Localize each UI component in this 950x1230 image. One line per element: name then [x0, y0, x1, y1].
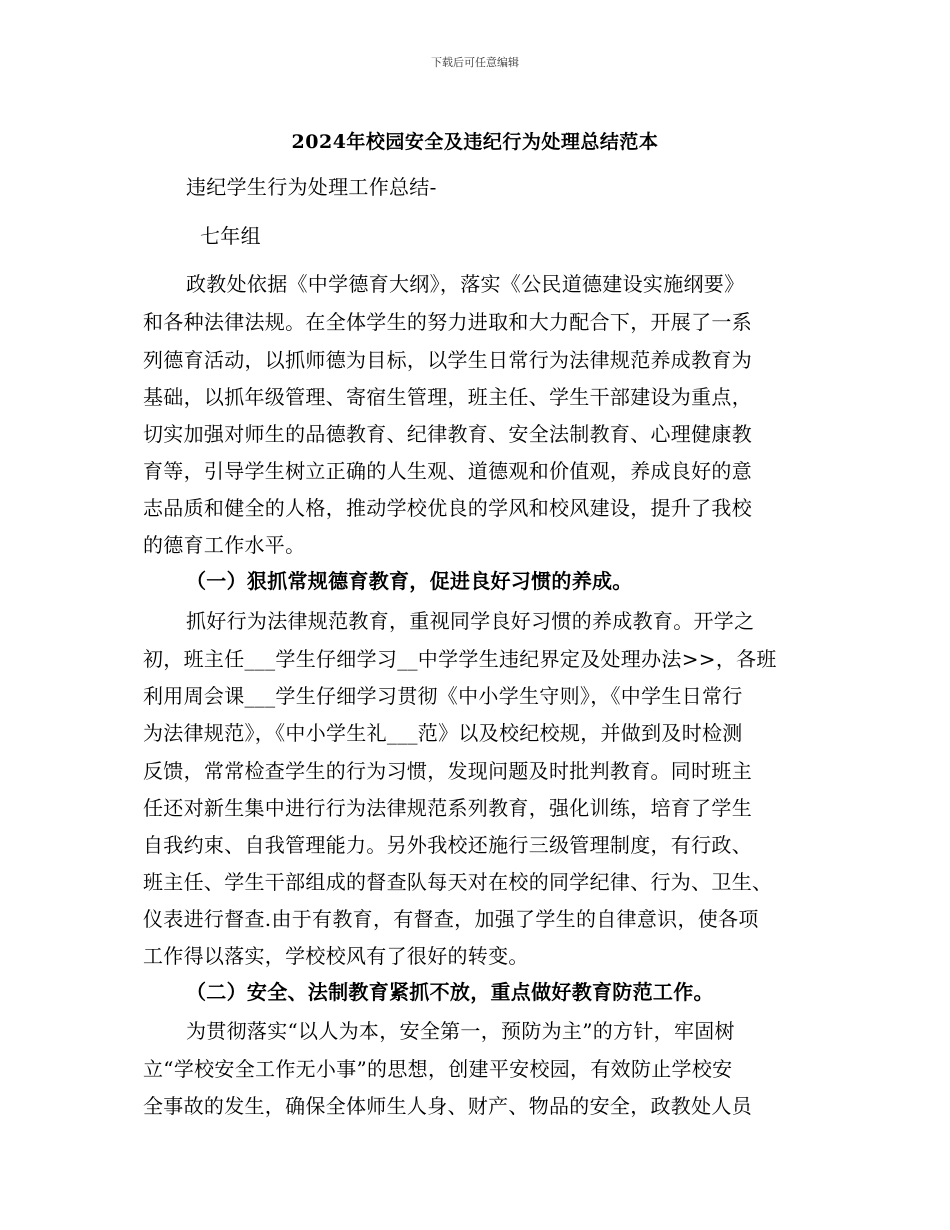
text-line: 的德育工作水平。 — [143, 533, 306, 557]
text-line: 利用周会课___学生仔细学习贯彻《中小学生守则》，《中学生日常行 — [143, 684, 743, 708]
text-line: 育等，引导学生树立正确的人生观、道德观和价值观，养成良好的意 — [143, 459, 752, 483]
text-line: 列德育活动，以抓师德为目标，以学生日常行为法律规范养成教育为 — [143, 348, 752, 372]
text-line: 为法律规范》，《中小学生礼___范》以及校纪校规，并做到及时检测 — [143, 721, 743, 745]
text-line: 工作得以落实，学校校风有了很好的转变。 — [143, 944, 529, 968]
text-line: 志品质和健全的人格，推动学校优良的学风和校风建设，提升了我校 — [143, 496, 752, 520]
section-heading-1: （一）狠抓常规德育教育，促进良好习惯的养成。 — [186, 569, 633, 593]
text-line: 初，班主任___学生仔细学习__中学学生违纪界定及处理办法>>，各班 — [143, 647, 777, 671]
text-line: 政教处依据《中学德育大纲》，落实《公民道德建设实施纲要》 — [186, 272, 745, 296]
text-line: 全事故的发生，确保全体师生人身、财产、物品的安全，政教处人员 — [143, 1094, 752, 1118]
text-line: 任还对新生集中进行行为法律规范系列教育，强化训练，培育了学生 — [143, 796, 752, 820]
text-line: 反馈，常常检查学生的行为习惯，发现问题及时批判教育。同时班主 — [143, 759, 752, 783]
subtitle: 违纪学生行为处理工作总结- — [186, 175, 437, 199]
section-heading-2: （二）安全、法制教育紧抓不放，重点做好教育防范工作。 — [186, 980, 714, 1004]
text-line: 班主任、学生干部组成的督查队每天对在校的同学纪律、行为、卫生、 — [143, 870, 773, 894]
text-line: 切实加强对师生的品德教育、纪律教育、安全法制教育、心理健康教 — [143, 422, 752, 446]
text-line: 抓好行为法律规范教育，重视同学良好习惯的养成教育。开学之 — [186, 609, 755, 633]
text-line: 为贯彻落实“以人为本，安全第一，预防为主”的方针，牢固树 — [186, 1019, 735, 1043]
text-line: 自我约束、自我管理能力。另外我校还施行三级管理制度，有行政、 — [143, 833, 752, 857]
text-line: 和各种法律法规。在全体学生的努力进取和大力配合下，开展了一系 — [143, 310, 752, 334]
text-line: 立“学校安全工作无小事”的思想，创建平安校园，有效防止学校安 — [143, 1057, 733, 1081]
text-line: 仪表进行督查.由于有教育，有督查，加强了学生的自律意识，使各项 — [143, 907, 759, 931]
text-line: 基础，以抓年级管理、寄宿生管理，班主任、学生干部建设为重点， — [143, 385, 752, 409]
group-label: 七年组 — [200, 224, 261, 248]
header-note: 下载后可任意编辑 — [431, 56, 519, 69]
document-title: 2024年校园安全及违纪行为处理总结范本 — [291, 131, 659, 153]
